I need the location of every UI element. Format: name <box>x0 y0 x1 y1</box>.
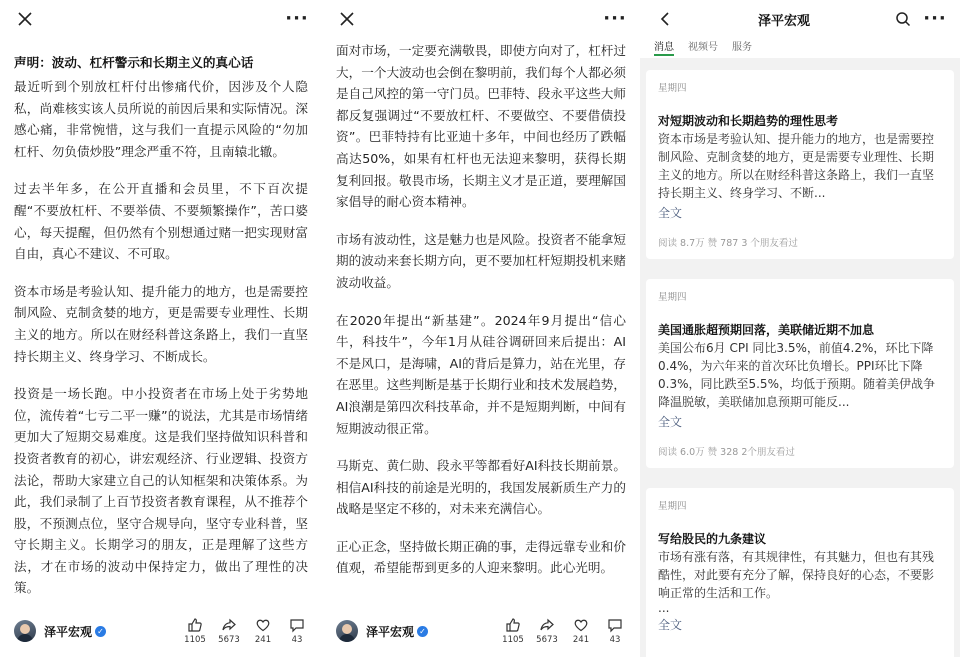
card-title[interactable]: 对短期波动和长期趋势的理性思考 <box>658 114 839 128</box>
share-count: 5673 <box>218 635 240 645</box>
card-summary: 资本市场是考验认知、提升能力的地方，也是需要控制风险、克制贪婪的地方，更是需要专业理性、长期主义的地方。所以在财经科普这条路上，我们一直坚持长期主义、终身学习、不断... <box>658 132 935 200</box>
comment-count: 43 <box>609 635 621 645</box>
paragraph: 面对市场，一定要充满敬畏，即使方向对了，杠杆过大，一个大波动也会倒在黎明前，我们每个人都必须是自己风控的第一守门员。巴菲特、段永平这些大师都反复强调过“不要放杠杆、不要做空、不要借债投资”。巴菲特持有比亚迪十多年，中间也经历了跌幅高达50%，如果有杠杆也无法迎来黎明，获得长期复利回报。敬畏市场，长期主义才是正道，要理解国家倡导的耐心资本精神。 <box>336 43 626 210</box>
weekday-label: 星期四 <box>658 83 687 94</box>
weekday-label: 星期四 <box>658 501 687 512</box>
article-footer <box>0 605 322 657</box>
message-card[interactable] <box>646 70 954 259</box>
search-icon[interactable] <box>892 8 914 30</box>
comment-count: 43 <box>291 635 303 645</box>
more-options-icon[interactable]: ··· <box>285 8 309 29</box>
top-bar <box>0 0 322 38</box>
like-count: 1105 <box>502 635 524 645</box>
like-button[interactable] <box>184 617 206 645</box>
full-text-link[interactable]: 全文 <box>658 206 683 220</box>
tab-services[interactable]: 服务 <box>732 42 752 53</box>
comment-icon <box>607 617 623 633</box>
share-button[interactable] <box>218 617 240 645</box>
avatar[interactable] <box>336 620 358 642</box>
like-button[interactable] <box>502 617 524 645</box>
tab-messages[interactable]: 消息 <box>654 38 674 53</box>
comment-button[interactable] <box>604 617 626 645</box>
comment-icon <box>289 617 305 633</box>
article-heading: 声明：波动、杠杆警示和长期主义的真心话 <box>14 55 254 70</box>
paragraph: 资本市场是考验认知、提升能力的地方，也是需要控制风险、克制贪婪的地方，更是需要专业理性、长期主义的地方。所以在财经科普这条路上，我们一直坚持长期主义、终身学习、不断成长。 <box>14 283 308 364</box>
close-icon[interactable] <box>14 8 36 30</box>
account-messages-panel <box>640 0 960 657</box>
top-bar <box>322 0 640 38</box>
author-name[interactable] <box>366 623 502 640</box>
account-title: 泽平宏观 <box>757 13 810 29</box>
paragraph: 最近听到个别放杠杆付出惨痛代价，因涉及个人隐私，尚难核实该人员所说的前因后果和实际情况。深感心痛，非常惋惜，这与我们一直提示风险的“勿加杠杆、勿负债炒股”理念严重不符，且南辕北辙。 <box>14 79 308 159</box>
share-button[interactable] <box>536 617 558 645</box>
card-title[interactable]: 美国通胀超预期回落，美联储近期不加息 <box>658 323 875 337</box>
card-title[interactable]: 写给股民的九条建议 <box>658 532 767 546</box>
card-summary: 市场有涨有落，有其规律性，有其魅力，但也有其残酷性，对此要有充分了解，保持良好的心态，不要影响正常的生活和工作。 <box>658 550 935 600</box>
full-text-link[interactable]: 全文 <box>658 618 683 632</box>
author-label: 泽平宏观 <box>44 624 93 639</box>
article-panel-2 <box>322 0 640 657</box>
ellipsis: ... <box>658 601 670 615</box>
comment-button[interactable] <box>286 617 308 645</box>
read-stats: 阅读 6.0万 赞 328 2个朋友看过 <box>658 447 795 458</box>
tab-channels[interactable]: 视频号 <box>688 42 718 53</box>
weekday-label: 星期四 <box>658 292 687 303</box>
thumbs-up-icon <box>187 617 203 633</box>
message-card[interactable] <box>646 279 954 468</box>
more-options-icon[interactable]: ··· <box>923 8 947 29</box>
favorite-button[interactable] <box>252 617 274 645</box>
thumbs-up-icon <box>505 617 521 633</box>
card-summary: 美国公布6月 CPI 同比3.5%，前值4.2%，环比下降0.4%，为六年来的首次环比负增长。PPI环比下降0.3%，同比跌至5.5%，均低于预期。随着美伊战争降温脱敏，美联储加息预期可能反... <box>658 341 935 409</box>
share-icon <box>221 617 237 633</box>
close-icon[interactable] <box>336 8 358 30</box>
action-bar <box>184 617 308 645</box>
paragraph: 在2020年提出“新基建”。2024年9月提出“信心牛，科技牛”，今年1月从硅谷调研回来后提出：AI不是风口，是海啸，AI的背后是算力，站在光里，存在恶里。这些判断是基于长期行业和技术发展趋势，AI浪潮是第四次科技革命，并不是短期判断，中间有短期波动很正常。 <box>336 312 626 436</box>
read-stats: 阅读 8.7万 赞 787 3 个朋友看过 <box>658 238 798 249</box>
article-footer <box>322 605 640 657</box>
more-options-icon[interactable]: ··· <box>603 8 627 29</box>
article-panel-1 <box>0 0 322 657</box>
heart-icon <box>573 617 589 633</box>
paragraph: 市场有波动性，这是魅力也是风险。投资者不能拿短期的波动来套长期方向，更不要加杠杆短期投机来赌波动收益。 <box>336 231 626 290</box>
article-body <box>322 38 640 579</box>
action-bar <box>502 617 626 645</box>
back-icon[interactable] <box>654 8 676 30</box>
heart-icon <box>255 617 271 633</box>
verified-icon: ✓ <box>417 626 428 637</box>
favorite-count: 241 <box>572 635 590 645</box>
full-text-link[interactable]: 全文 <box>658 415 683 429</box>
paragraph: 马斯克、黄仁勋、段永平等都看好AI科技长期前景。相信AI科技的前途是光明的，我国发展新质生产力的战略是坚定不移的，对未来充满信心。 <box>336 458 626 517</box>
share-count: 5673 <box>536 635 558 645</box>
author-name[interactable] <box>44 623 184 640</box>
top-bar <box>640 0 960 38</box>
paragraph: 投资是一场长跑。中小投资者在市场上处于劣势地位，流传着“七亏二平一赚”的说法，尤其是市场情绪更加大了短期交易难度。这是我们坚持做知识科普和投资者教育的初心，讲宏观经济、行业逻辑、投资方法论，帮助大家建立自己的认知框架和决策体系。为此，我们录制了上百节投资者教育课程，从不推荐个股，不预测点位，坚守合规导向，坚守专业科普，坚守长期主义。长期学习的朋友，正是理解了这些方法，才在市场的波动中保持定力，做出了理性的决策。 <box>14 386 308 596</box>
avatar[interactable] <box>14 620 36 642</box>
favorite-count: 241 <box>254 635 272 645</box>
like-count: 1105 <box>184 635 206 645</box>
verified-icon: ✓ <box>95 626 106 637</box>
article-body <box>0 38 322 599</box>
tab-bar <box>640 38 960 58</box>
paragraph: 正心正念，坚持做长期正确的事，走得远靠专业和价值观，希望能帮到更多的人迎来黎明。此心光明。 <box>336 538 626 576</box>
author-label: 泽平宏观 <box>366 624 415 639</box>
favorite-button[interactable] <box>570 617 592 645</box>
paragraph: 过去半年多，在公开直播和会员里，不下百次提醒“不要放杠杆、不要举债、不要频繁操作”，苦口婆心，每天提醒，但仍然有个别想通过赌一把实现财富自由，真心不建议、不可取。 <box>14 181 308 262</box>
message-card[interactable] <box>646 488 954 657</box>
share-icon <box>539 617 555 633</box>
